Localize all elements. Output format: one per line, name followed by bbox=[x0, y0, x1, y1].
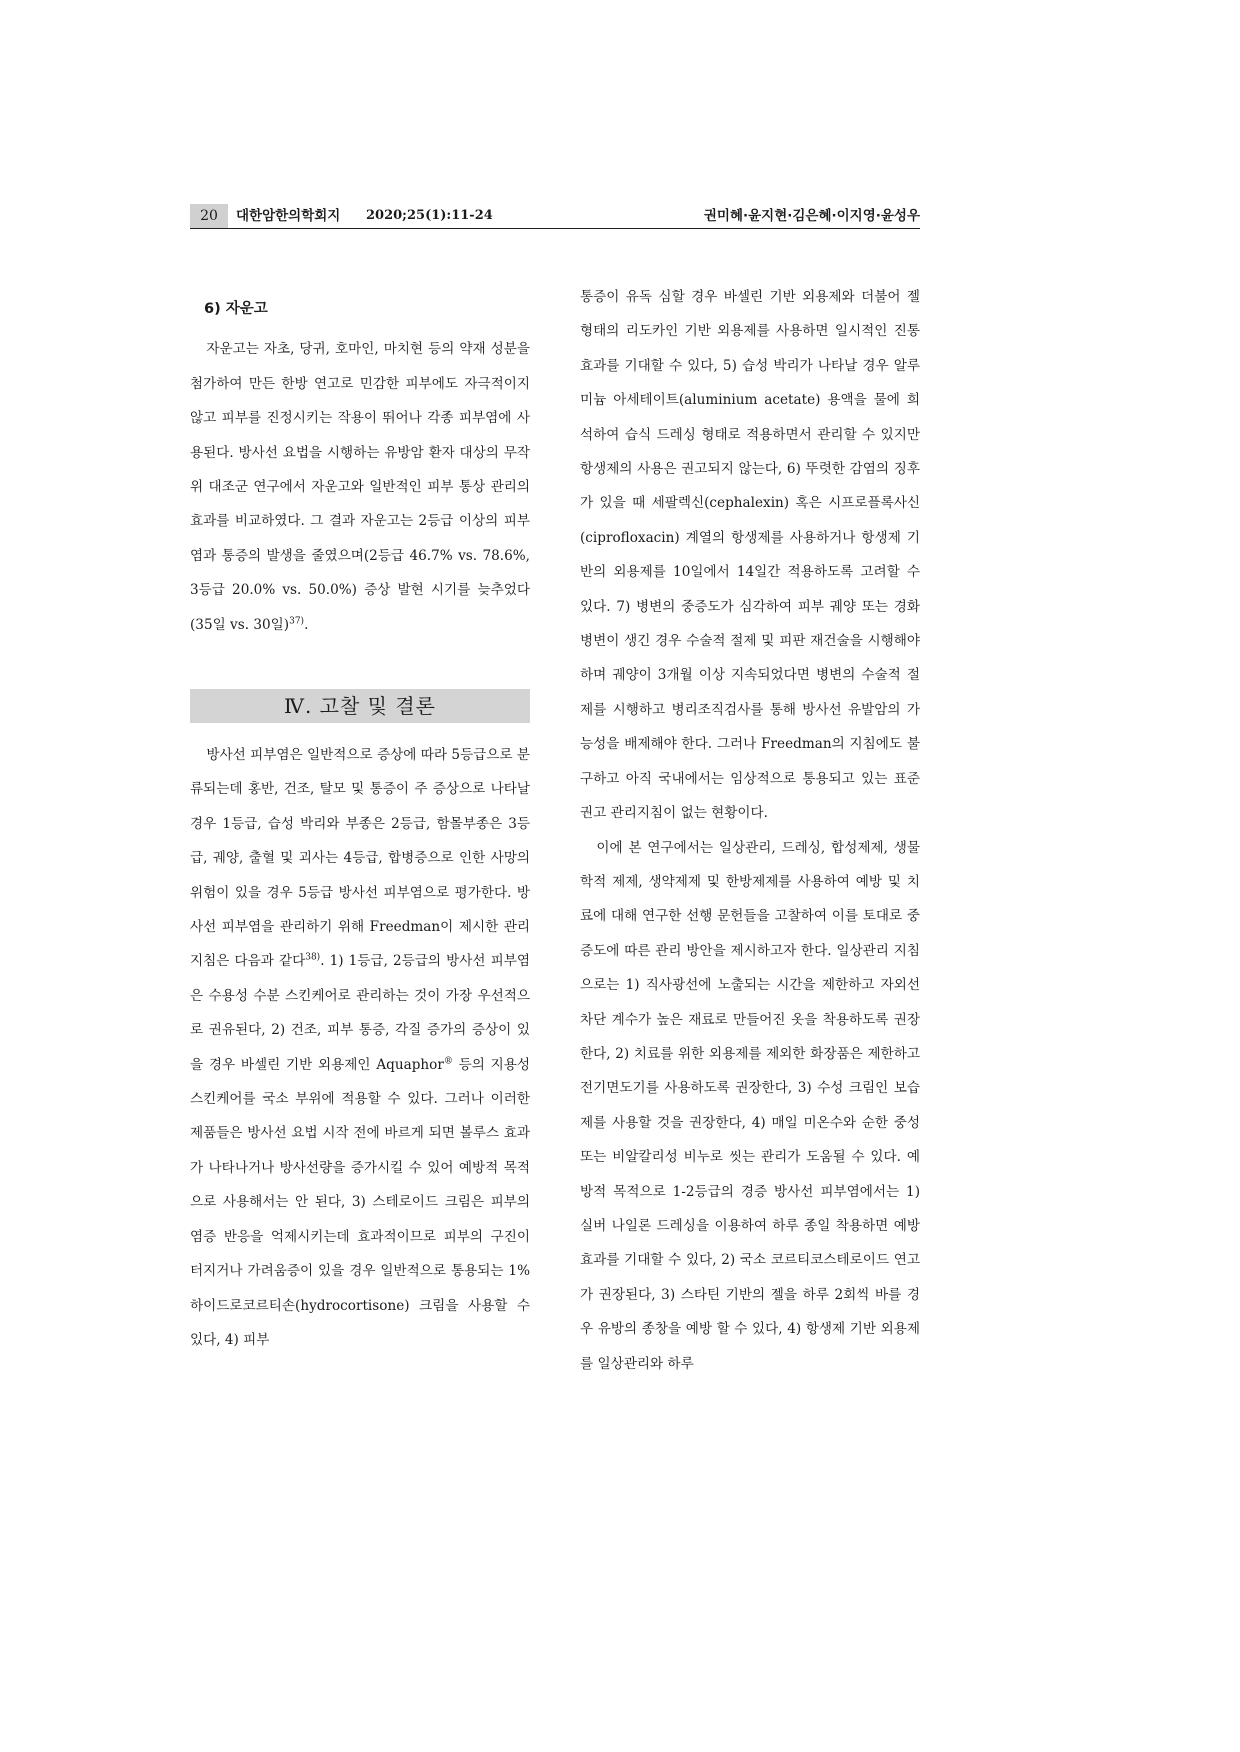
author-list: 권미혜·윤지현·김은혜·이지영·윤성우 bbox=[703, 208, 920, 224]
paragraph-end: . bbox=[304, 616, 309, 633]
page-number: 20 bbox=[190, 204, 228, 228]
subsection-heading: 6) 자운고 bbox=[204, 301, 268, 317]
right-column bbox=[580, 280, 920, 1381]
left-column-top bbox=[190, 292, 530, 642]
reference-superscript: 38) bbox=[305, 952, 321, 963]
running-header bbox=[190, 204, 920, 229]
paragraph-text: . 1) 1등급, 2등급의 방사선 피부염은 수용성 수분 스킨케어로 관리하는 것이 가장 우선적으로 권유된다, 2) 건조, 피부 통증, 각질 증가의 증상이 있을 경우 바셀린 기반 외용제인 Aquaphor bbox=[190, 953, 530, 1073]
journal-name: 대한암한의학회지 bbox=[236, 208, 341, 224]
paragraph-text: 자운고는 자초, 당귀, 호마인, 마치현 등의 약재 성분을 첨가하여 만든 한방 연고로 민감한 피부에도 자극적이지 않고 피부를 진정시키는 작용이 뛰어나 각종 피부염에 사용된다. 방사선 요법을 시행하는 유방암 환자 대상의 무작위 대조군 연구에서 자운고와 일반적인 피부 통상 관리의 효과를 비교하였다. 그 결과 자운고는 2등급 이상의 피부염과 통증의 발생을 줄였으며(2등급 46.7% vs. 78.6%, 3등급 20.0% vs. 50.0%) 증상 발현 시기를 늦추었다(35일 vs. 30일) bbox=[190, 341, 530, 633]
paragraph-text: 방사선 피부염은 일반적으로 증상에 따라 5등급으로 분류되는데 홍반, 건조, 탈모 및 통증이 주 증상으로 나타날 경우 1등급, 습성 박리와 부종은 2등급, 함몰부종은 3등급, 궤양, 출혈 및 괴사는 4등급, 합병증으로 인한 사망의 위험이 있을 경우 5등급 방사선 피부염으로 평가한다. 방사선 피부염을 관리하기 위해 Freedman이 제시한 관리 지침은 다음과 같다 bbox=[190, 747, 530, 970]
journal-citation: 2020;25(1):11-24 bbox=[366, 208, 493, 223]
body-paragraph: 통증이 유독 심할 경우 바셀린 기반 외용제와 더불어 젤 형태의 리도카인 기반 외용제를 사용하면 일시적인 진통 효과를 기대할 수 있다, 5) 습성 박리가 나타날 경우 알루미늄 아세테이트(aluminium acetate) 용액을 물에 희석하여 습식 드레싱 형태로 적용하면서 관리할 수 있지만 항생제의 사용은 권고되지 않는다, 6) 뚜렷한 감염의 징후가 있을 때 세팔렉신(cephalexin) 혹은 시프로플록사신(ciprofloxacin) 계열의 항생제를 사용하거나 항생제 기반의 외용제를 10일에서 14일간 적용하도록 고려할 수 있다. 7) 병변의 중증도가 심각하여 피부 궤양 또는 경화 병변이 생긴 경우 수술적 절제 및 피판 재건술을 시행해야하며 궤양이 3개월 이상 지속되었다면 병변의 수술적 절제를 시행하고 병리조직검사를 통해 방사선 유발암의 가능성을 배제해야 한다. 그러나 Freedman의 지침에도 불구하고 아직 국내에서는 임상적으로 통용되고 있는 표준 권고 관리지침이 없는 현황이다. bbox=[580, 289, 920, 822]
body-paragraph: 이에 본 연구에서는 일상관리, 드레싱, 합성제제, 생물학적 제제, 생약제제 및 한방제제를 사용하여 예방 및 치료에 대해 연구한 선행 문헌들을 고찰하여 이를 토대로 중증도에 따른 관리 방안을 제시하고자 한다. 일상관리 지침으로는 1) 직사광선에 노출되는 시간을 제한하고 자외선 차단 계수가 높은 재료로 만들어진 옷을 착용하도록 권장한다, 2) 치료를 위한 외용제를 제외한 화장품은 제한하고 전기면도기를 사용하도록 권장한다, 3) 수성 크림인 보습제를 사용할 것을 권장한다, 4) 매일 미온수와 순한 중성 또는 비알칼리성 비누로 씻는 관리가 도움될 수 있다. 예방적 목적으로 1-2등급의 경증 방사선 피부염에서는 1) 실버 나일론 드레싱을 이용하여 하루 종일 착용하면 예방 효과를 기대할 수 있다, 2) 국소 코르티코스테로이드 연고가 권장된다, 3) 스타틴 기반의 젤을 하루 2회씩 바를 경우 유방의 종창을 예방 할 수 있다, 4) 항생제 기반 외용제를 일상관리와 하루 bbox=[580, 839, 920, 1372]
reference-superscript: 37) bbox=[289, 616, 305, 627]
registered-mark: ® bbox=[443, 1056, 453, 1067]
section-heading: Ⅳ. 고찰 및 결론 bbox=[190, 689, 530, 723]
body-paragraph bbox=[190, 738, 530, 1357]
left-column-bottom bbox=[190, 738, 530, 1357]
paragraph-text: 등의 지용성 스킨케어를 국소 부위에 적용할 수 있다. 그러나 이러한 제품들은 방사선 요법 시작 전에 바르게 되면 볼루스 효과가 나타나거나 방사선량을 증가시킬 수 있어 예방적 목적으로 사용해서는 안 된다, 3) 스테로이드 크림은 피부의 염증 반응을 억제시키는데 효과적이므로 피부의 구진이 터지거나 가려움증이 있을 경우 일반적으로 통용되는 1% 하이드로코르티손(hydrocortisone) 크림을 사용할 수 있다, 4) 피부 bbox=[190, 1056, 530, 1348]
body-paragraph bbox=[190, 332, 530, 642]
